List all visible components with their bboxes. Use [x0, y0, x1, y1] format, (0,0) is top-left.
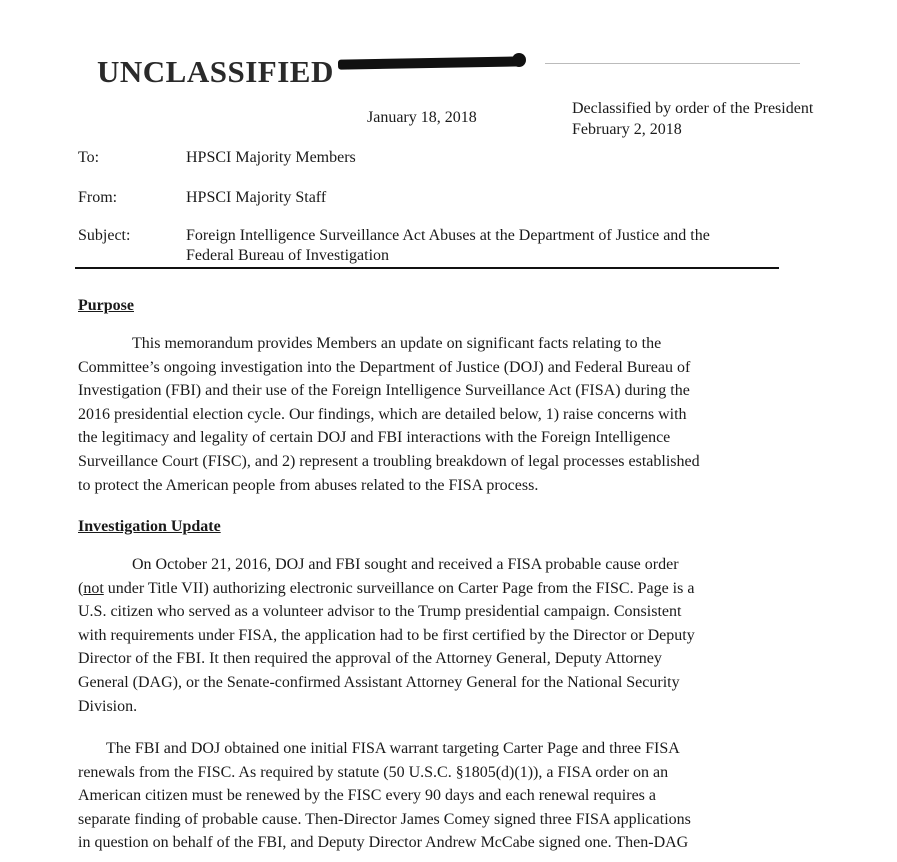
subject-line: Foreign Intelligence Surveillance Act Abuses at the Department of Justice and the: [186, 227, 710, 244]
emphasis-not: not: [83, 579, 104, 597]
header-divider-faint: [545, 63, 800, 64]
paragraph-line: Investigation (FBI) and their use of the Foreign Intelligence Surveillance Act (FISA) during the: [78, 382, 690, 400]
paragraph-line: separate finding of probable cause. Then-Director James Comey signed three FISA applications: [78, 810, 691, 828]
purpose-paragraph: [78, 332, 783, 497]
header-rule: [75, 267, 779, 269]
paragraph-line: Director of the FBI. It then required the approval of the Attorney General, Deputy Attorney: [78, 650, 662, 668]
unclassified-stamp: UNCLASSIFIED: [97, 54, 334, 89]
paragraph-line: American citizen must be renewed by the FISC every 90 days and each renewal requires a: [78, 787, 656, 805]
paragraph-line: to protect the American people from abuses related to the FISA process.: [78, 476, 539, 494]
redaction-bar: [338, 56, 524, 69]
paragraph-line: Committee’s ongoing investigation into the Department of Justice (DOJ) and Federal Bureau of: [78, 358, 691, 376]
paragraph-line: The FBI and DOJ obtained one initial FISA warrant targeting Carter Page and three FISA: [106, 740, 680, 757]
paragraph-line: U.S. citizen who served as a volunteer advisor to the Trump presidential campaign. Consistent: [78, 603, 682, 621]
paragraph-line: General (DAG), or the Senate-confirmed Assistant Attorney General for the National Security: [78, 673, 680, 691]
paragraph-line: in question on behalf of the FBI, and Deputy Director Andrew McCabe signed one. Then-DAG: [78, 834, 689, 852]
to-label: To:: [78, 149, 100, 166]
purpose-heading: Purpose: [78, 297, 134, 314]
redaction-mark: [512, 53, 526, 67]
paragraph-line: Surveillance Court (FISC), and 2) represent a troubling breakdown of legal processes established: [78, 452, 700, 470]
investigation-heading: Investigation Update: [78, 518, 221, 535]
paragraph-line: with requirements under FISA, the application had to be first certified by the Director or Deputy: [78, 626, 695, 644]
paragraph-line: renewals from the FISC. As required by statute (50 U.S.C. §1805(d)(1)), a FISA order on an: [78, 763, 669, 781]
from-value: HPSCI Majority Staff: [186, 189, 327, 206]
paren-open: (: [78, 579, 84, 597]
subject-line: Federal Bureau of Investigation: [186, 247, 390, 264]
line-rest: under Title VII) authorizing electronic surveillance on Carter Page from the FISC. Page is a: [103, 579, 695, 597]
investigation-paragraph-2: [78, 737, 783, 855]
declassification-date: February 2, 2018: [572, 121, 682, 138]
to-value: HPSCI Majority Members: [186, 149, 356, 166]
paragraph-line: This memorandum provides Members an update on significant facts relating to the: [132, 335, 662, 352]
from-label: From:: [78, 189, 118, 206]
declassification-notice: [572, 98, 813, 140]
paragraph-line: the legitimacy and legality of certain DOJ and FBI interactions with the Foreign Intelligence: [78, 429, 671, 447]
memo-date: January 18, 2018: [367, 109, 477, 126]
paragraph-line: [78, 577, 783, 601]
investigation-paragraph-1: [78, 553, 783, 718]
subject-label: Subject:: [78, 227, 131, 244]
paragraph-line: 2016 presidential election cycle. Our findings, which are detailed below, 1) raise concerns with: [78, 405, 687, 423]
subject-value: [186, 226, 796, 266]
paragraph-line: On October 21, 2016, DOJ and FBI sought and received a FISA probable cause order: [132, 556, 679, 573]
declassification-line: Declassified by order of the President: [572, 100, 814, 117]
paragraph-line: Division.: [78, 697, 138, 715]
